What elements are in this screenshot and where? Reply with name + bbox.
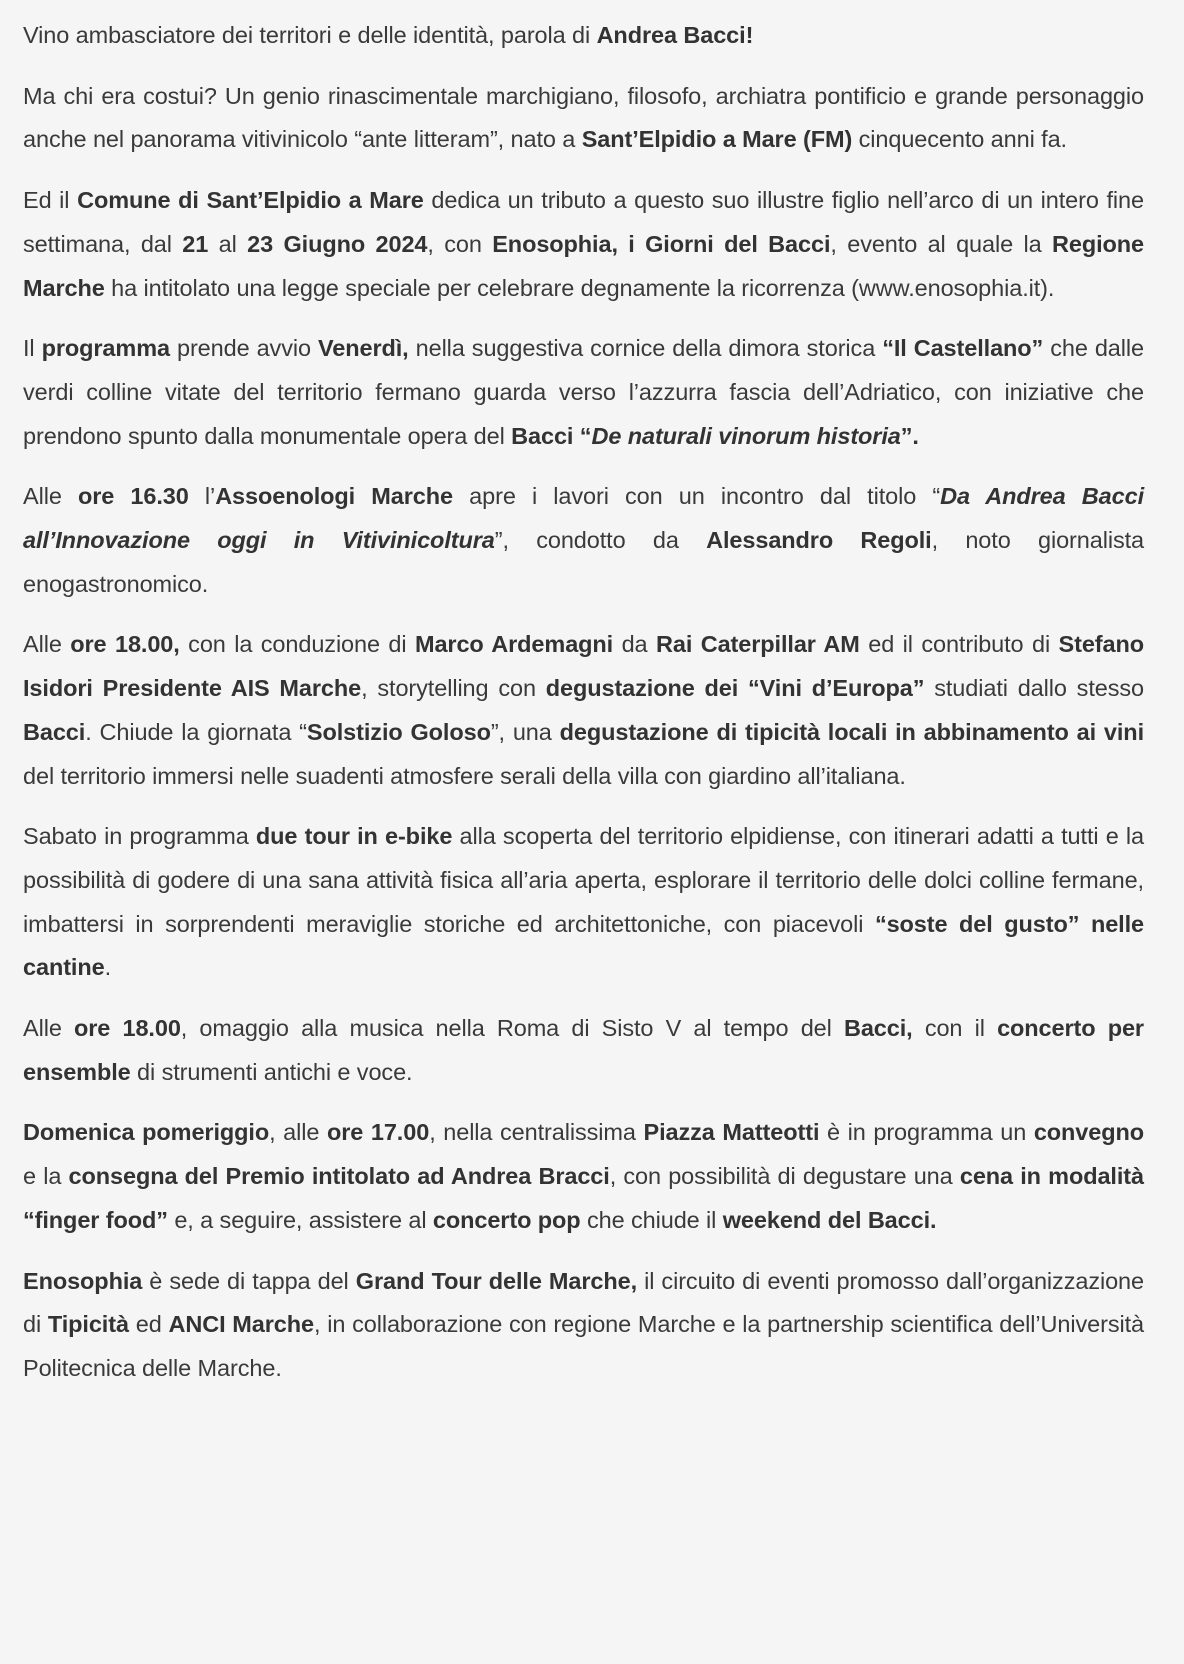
paragraph-4 (23, 327, 1144, 458)
bold-text: convegno (1033, 1119, 1144, 1146)
bold-text: concerto pop (432, 1206, 581, 1233)
bold-text: cena in modalità “finger food” (23, 1163, 1144, 1233)
bold-text: Enosophia (23, 1267, 143, 1294)
bold-text: ore 17.00 (326, 1119, 430, 1146)
bold-text: Sant’Elpidio a Mare (FM) (581, 126, 853, 153)
body-text: Alle (23, 1015, 74, 1042)
body-text: cinquecento anni fa. (852, 126, 1067, 153)
body-text: Vino ambasciatore dei territori e delle identità, parola di (23, 22, 597, 48)
bold-text: Domenica pomeriggio (23, 1119, 270, 1146)
body-text: Sabato in programma (23, 823, 256, 850)
body-text: del territorio immersi nelle suadenti atmosfere serali della villa con giardino all’italiana. (23, 762, 906, 789)
bold-text: due tour in e-bike (255, 823, 453, 850)
bold-text: Alessandro Regoli (706, 527, 932, 554)
bold-text: Assoenologi Marche (215, 483, 453, 510)
bold-text: Rai Caterpillar AM (655, 631, 860, 658)
bold-text: Solstizio Goloso (306, 718, 491, 745)
body-text: Ma chi era costui? Un genio rinascimentale marchigiano, filosofo, archiatra pontificio e grande personaggio anche nel panorama vitivinicolo “ante litteram”, nato a (23, 82, 1144, 153)
body-text: ed (128, 1311, 169, 1338)
paragraph-9 (23, 1111, 1144, 1242)
body-text: , noto giornalista enogastronomico. (23, 527, 1144, 597)
paragraph-6 (23, 623, 1144, 798)
paragraph-8 (23, 1007, 1144, 1094)
body-text: , nella centralissima (429, 1119, 644, 1146)
body-text: . (104, 954, 112, 981)
body-text: ha intitolato una legge speciale per celebrare degnamente la ricorrenza (www.enosophia.it). (104, 274, 1055, 301)
paragraph-1 (23, 14, 1144, 58)
bold-text: 21 (182, 230, 209, 257)
bold-text: Marco Ardemagni (414, 631, 614, 658)
body-text: il circuito di eventi promosso dall’organizzazione di (23, 1267, 1144, 1338)
body-text: e, a seguire, assistere al (167, 1206, 433, 1233)
bold-text: Tipicità (47, 1311, 129, 1338)
bold-text: ore 16.30 (77, 483, 189, 510)
body-text: Alle (23, 483, 78, 510)
body-text: che dalle verdi colline vitate del territorio fermano guarda verso l’azzurra fascia dell’Adriatico, con iniziative che prendono spunto dalla monumentale opera del (23, 335, 1144, 449)
bold-text: Bacci “ (511, 422, 592, 449)
bold-text: degustazione di tipicità locali in abbinamento ai vini (559, 718, 1144, 745)
bold-text: concerto per ensemble (23, 1015, 1144, 1085)
body-text: è sede di tappa del (142, 1267, 356, 1294)
body-text: con la conduzione di (179, 631, 415, 658)
bold-text: Comune di Sant’Elpidio a Mare (77, 187, 424, 214)
body-text: Il (23, 335, 42, 362)
bold-text: Regione Marche (23, 230, 1144, 301)
body-text: di strumenti antichi e voce. (130, 1058, 413, 1085)
body-text: , alle (269, 1119, 327, 1146)
body-text: che chiude il (580, 1206, 723, 1233)
bold-text: Andrea Bacci! (596, 22, 754, 48)
body-text: , con (427, 230, 493, 257)
bold-text: Bacci (23, 718, 86, 745)
bold-text: programma (41, 335, 170, 362)
body-text: Ed il (23, 187, 78, 214)
body-text: è in programma un (819, 1119, 1034, 1146)
paragraph-2 (23, 75, 1144, 162)
body-text: alla scoperta del territorio elpidiense, con itinerari adatti a tutti e la possibilità di godere di una sana attività fisica all’aria aperta, esplorare il territorio delle dolci colline fermane, imbattersi in sorprendenti meraviglie storiche ed architettoniche, con piacevoli (23, 823, 1144, 937)
body-text: , omaggio alla musica nella Roma di Sisto V al tempo del (180, 1015, 844, 1042)
bold-text: “Il Castellano” (882, 335, 1044, 362)
paragraph-3 (23, 179, 1144, 310)
body-text: ”, condotto da (494, 527, 707, 554)
bold-text: 23 Giugno 2024 (247, 230, 428, 257)
bold-text: ANCI Marche (168, 1311, 314, 1338)
body-text: Alle (23, 631, 71, 658)
body-text: ”, una (490, 718, 560, 745)
bold-text: Piazza Matteotti (643, 1119, 820, 1146)
body-text: al (208, 230, 248, 257)
bold-text: consegna del Premio intitolato ad Andrea Bracci (68, 1163, 610, 1190)
body-text: ed il contributo di (859, 631, 1059, 658)
body-text: , in collaborazione con regione Marche e la partnership scientifica dell’Università Politecnica delle Marche. (23, 1311, 1145, 1381)
bold-italic-text: Da Andrea Bacci all’Innovazione oggi in Vitivinicoltura (23, 483, 1145, 554)
bold-text: Enosophia, i Giorni del Bacci (492, 230, 831, 257)
bold-text: degustazione dei “Vini d’Europa” (545, 675, 925, 702)
paragraph-10 (23, 1260, 1144, 1391)
body-text: studiati dallo stesso (924, 675, 1144, 702)
body-text: , con possibilità di degustare una (609, 1163, 960, 1190)
body-text: da (613, 631, 656, 658)
body-text: l’ (188, 483, 216, 510)
body-text: . Chiude la giornata “ (85, 718, 307, 745)
body-text: con il (912, 1015, 998, 1042)
bold-italic-text: De naturali vinorum historia (591, 422, 901, 449)
body-text: prende avvio (169, 335, 318, 362)
bold-text: ”. (900, 422, 919, 449)
bold-text: Stefano Isidori Presidente AIS Marche (23, 631, 1145, 702)
bold-text: Bacci, (843, 1015, 913, 1042)
body-text: , evento al quale la (830, 230, 1052, 257)
bold-text: “soste del gusto” nelle cantine (23, 910, 1144, 981)
bold-text: Grand Tour delle Marche, (355, 1267, 637, 1294)
body-text: nella suggestiva cornice della dimora storica (408, 335, 883, 362)
body-text: , storytelling con (361, 675, 546, 702)
bold-text: ore 18.00, (70, 631, 180, 658)
bold-text: weekend del Bacci. (722, 1206, 937, 1233)
body-text: apre i lavori con un incontro dal titolo “ (452, 483, 941, 510)
bold-text: ore 18.00 (74, 1015, 181, 1042)
bold-text: Venerdì, (317, 335, 409, 362)
body-text: dedica un tributo a questo suo illustre figlio nell’arco di un intero fine settimana, dal (23, 187, 1144, 257)
paragraph-5 (23, 475, 1144, 606)
body-text: e la (23, 1163, 69, 1190)
paragraph-7 (23, 815, 1144, 990)
